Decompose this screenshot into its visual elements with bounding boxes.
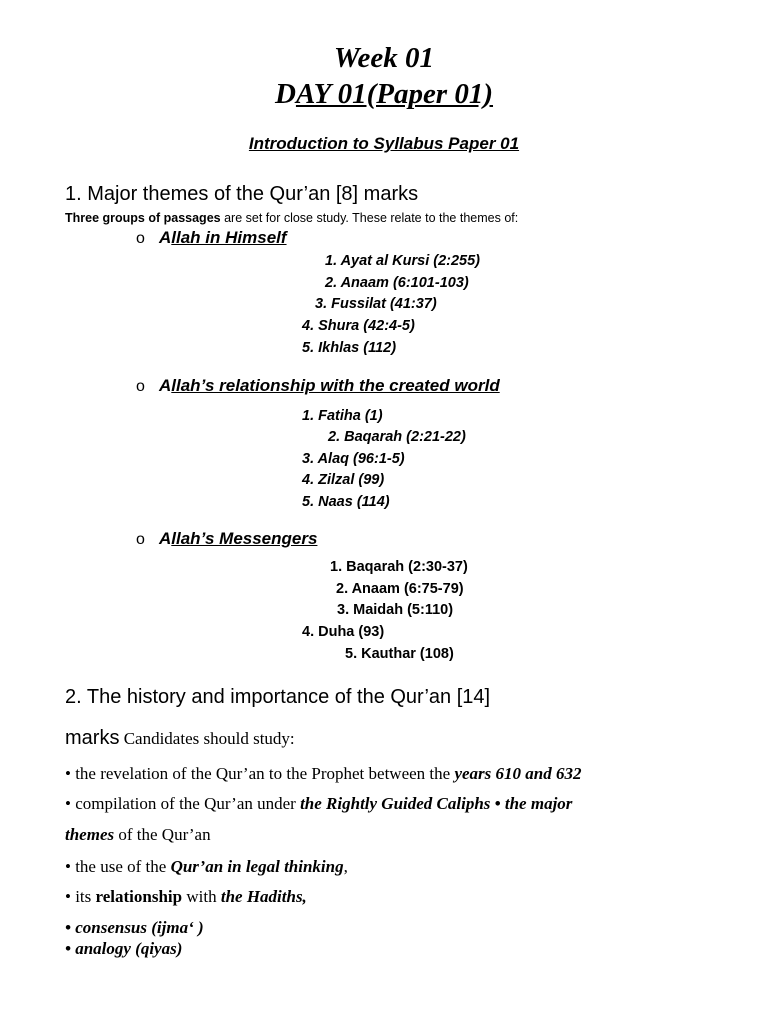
reference-item: 5. Ikhlas (112) xyxy=(302,340,397,356)
bullet-themes-text: of the Qur’an xyxy=(114,825,211,844)
reference-item: 3. Fussilat (41:37) xyxy=(315,296,437,312)
reference-item: 1. Baqarah (2:30-37) xyxy=(330,559,468,575)
section2-candidates: Candidates should study: xyxy=(119,729,295,748)
bullet-revelation xyxy=(65,764,581,784)
reference-item: 2. Anaam (6:101-103) xyxy=(325,275,469,291)
section2-marks: marks xyxy=(65,727,120,749)
bullet-consensus: • consensus (ijma‘ ) xyxy=(65,918,204,937)
bullet-hadiths-bold: relationship xyxy=(95,887,183,906)
section1-subtext-bold: Three groups of passages xyxy=(65,211,221,225)
reference-item: 5. Naas (114) xyxy=(302,494,390,510)
section2-marks-line xyxy=(65,727,295,750)
bullet-compilation xyxy=(65,794,572,814)
day-title-rest: AY 01(Paper 01) xyxy=(295,78,494,110)
bullet-legal-comma: , xyxy=(343,857,348,876)
reference-item: 5. Kauthar (108) xyxy=(345,646,454,662)
bullet-hadiths-text: • its xyxy=(65,887,96,906)
week-title: Week 01 xyxy=(333,42,435,74)
theme-heading-2-rest: llah’s relationship with the created world xyxy=(171,376,500,395)
theme-heading-1-first: A xyxy=(159,228,172,247)
bullet-icon: o xyxy=(136,531,145,548)
section1-heading: 1. Major themes of the Qur’an [8] marks xyxy=(65,183,419,205)
bullet-icon: o xyxy=(136,230,145,247)
theme-heading-1-rest: llah in Himself xyxy=(171,228,287,247)
bullet-legal-emphasis: Qur’an in legal thinking xyxy=(170,857,344,876)
reference-item: 4. Shura (42:4-5) xyxy=(302,318,415,334)
theme-heading-3-first: A xyxy=(159,529,172,548)
reference-item: 2. Anaam (6:75-79) xyxy=(336,581,464,597)
day-title-prefix: D xyxy=(274,78,296,110)
bullet-hadiths-emphasis: the Hadiths, xyxy=(220,887,307,906)
bullet-icon: o xyxy=(136,378,145,395)
bullet-legal-text: • the use of the xyxy=(65,857,171,876)
bullet-compilation-text: • compilation of the Qur’an under xyxy=(65,794,301,813)
reference-item: 3. Alaq (96:1-5) xyxy=(302,451,405,467)
section1-subtext-rest: are set for close study. These relate to the themes of: xyxy=(220,211,519,225)
section2-heading: 2. The history and importance of the Qur’an [14] xyxy=(65,686,491,708)
intro-heading: Introduction to Syllabus Paper 01 xyxy=(248,134,520,153)
bullet-legal xyxy=(65,857,348,877)
bullet-compilation-emphasis: the Rightly Guided Caliphs • the major xyxy=(300,794,573,813)
bullet-analogy: • analogy (qiyas) xyxy=(65,939,183,958)
theme-heading-3-rest: llah’s Messengers xyxy=(171,529,318,548)
theme-heading-3 xyxy=(159,529,317,549)
reference-item: 1. Ayat al Kursi (2:255) xyxy=(325,253,480,269)
bullet-hadiths xyxy=(65,887,307,907)
theme-heading-1 xyxy=(159,228,287,248)
bullet-compilation-cont xyxy=(65,825,211,845)
theme-heading-2 xyxy=(159,376,500,396)
bullet-revelation-emphasis: years 610 and 632 xyxy=(454,764,582,783)
reference-item: 3. Maidah (5:110) xyxy=(337,602,454,618)
reference-item: 1. Fatiha (1) xyxy=(302,408,383,424)
bullet-revelation-text: • the revelation of the Qur’an to the Prophet between the xyxy=(65,764,455,783)
reference-item: 2. Baqarah (2:21-22) xyxy=(328,429,466,445)
reference-item: 4. Duha (93) xyxy=(302,624,385,640)
section1-subtext xyxy=(65,211,518,225)
bullet-hadiths-mid: with xyxy=(182,887,221,906)
theme-heading-2-first: A xyxy=(159,376,172,395)
bullet-themes-emphasis: themes xyxy=(65,825,115,844)
day-title xyxy=(0,78,768,111)
reference-item: 4. Zilzal (99) xyxy=(302,472,385,488)
